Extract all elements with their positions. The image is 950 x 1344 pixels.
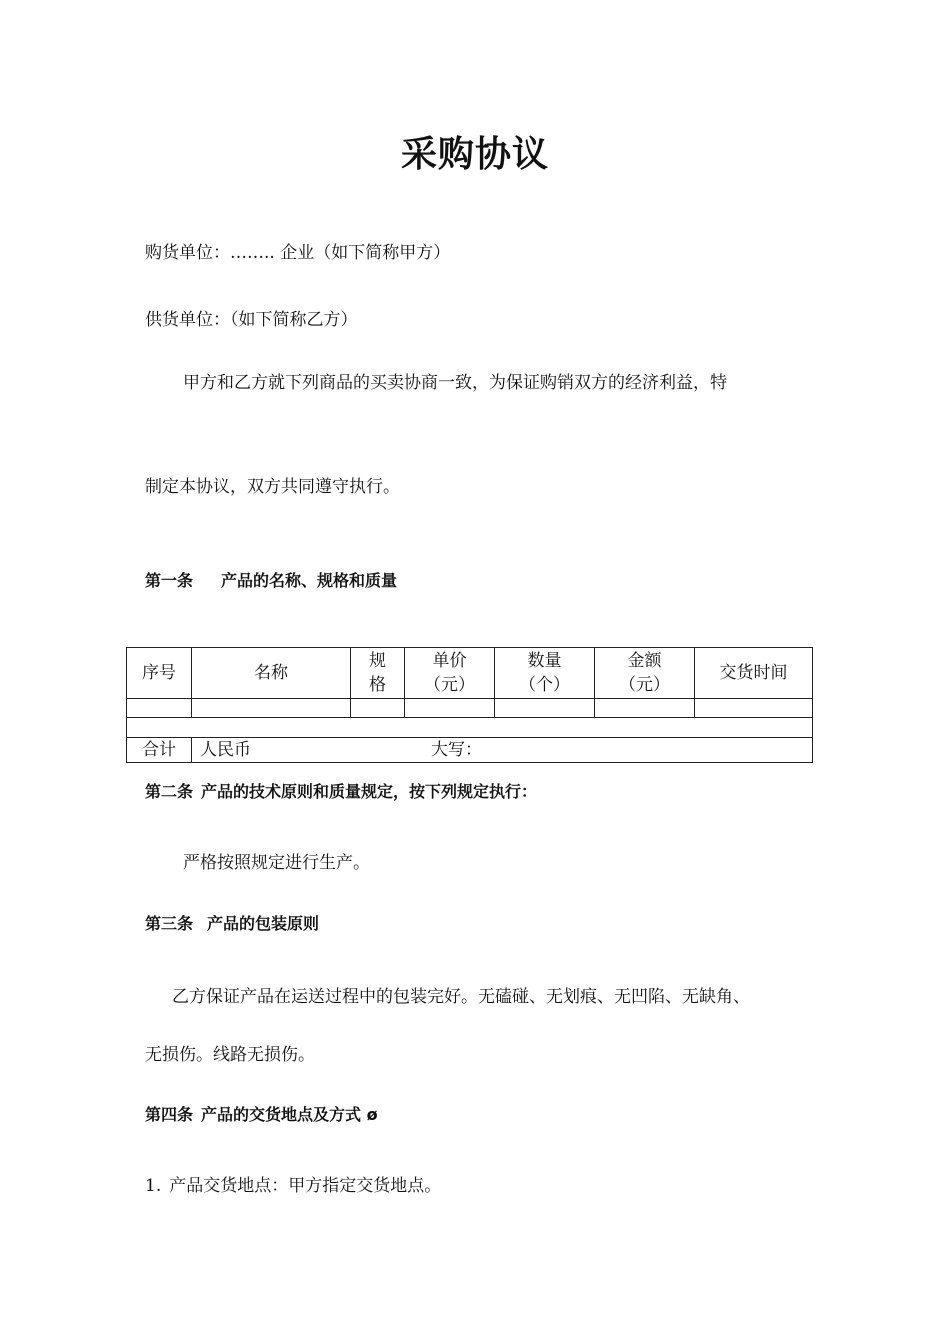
total-amount-cell <box>192 738 813 763</box>
article-3-heading <box>145 911 319 934</box>
item-1-text: 产品交货地点：甲方指定交货地点。 <box>169 1176 442 1196</box>
article-2-number: 第二条 <box>145 782 194 801</box>
header-cell-index: 序号 <box>127 648 192 699</box>
article-4-title: 产品的交货地点及方式 ø <box>201 1105 378 1124</box>
daxie-label: 大写： <box>431 740 482 760</box>
table-header-row <box>127 648 813 699</box>
buyer-line: 购货单位：…….. 企业（如下简称甲方） <box>145 243 451 263</box>
header-cell-quantity: 数量 （个） <box>495 648 595 699</box>
article-3-body-line-2: 无损伤。线路无损伤。 <box>145 1045 315 1065</box>
article-1-title: 产品的名称、规格和质量 <box>221 571 398 590</box>
article-4-item-1 <box>145 1171 441 1196</box>
supplier-line: 供货单位：（如下简称乙方） <box>145 310 358 330</box>
product-table <box>126 647 813 763</box>
article-2-heading <box>145 779 537 802</box>
table-row <box>127 718 813 738</box>
article-3-number: 第三条 <box>145 914 194 933</box>
header-cell-amount: 金额 （元） <box>595 648 695 699</box>
item-1-number: 1. <box>145 1176 162 1196</box>
intro-paragraph-line-1: 甲方和乙方就下列商品的买卖协商一致，为保证购销双方的经济利益，特 <box>183 373 727 393</box>
article-4-number: 第四条 <box>145 1105 194 1124</box>
header-cell-name: 名称 <box>192 648 351 699</box>
article-3-title: 产品的包装原则 <box>207 914 320 933</box>
article-2-body: 严格按照规定进行生产。 <box>183 853 370 873</box>
article-2-title: 产品的技术原则和质量规定，按下列规定执行： <box>201 782 538 801</box>
article-1-number: 第一条 <box>145 571 194 590</box>
rmb-label: 人民币 <box>200 740 251 760</box>
header-cell-unit-price: 单价 （元） <box>405 648 495 699</box>
document-title: 采购协议 <box>400 134 549 175</box>
header-cell-delivery-time: 交货时间 <box>695 648 813 699</box>
total-label: 合计 <box>127 738 192 763</box>
article-3-body-line-1: 乙方保证产品在运送过程中的包装完好。无磕碰、无划痕、无凹陷、无缺角、 <box>172 987 750 1007</box>
table-row <box>127 699 813 718</box>
table-total-row <box>127 738 813 763</box>
header-cell-spec: 规 格 <box>351 648 405 699</box>
article-4-heading <box>145 1102 378 1125</box>
article-1-heading <box>145 568 397 591</box>
intro-paragraph-line-2: 制定本协议，双方共同遵守执行。 <box>145 477 400 497</box>
